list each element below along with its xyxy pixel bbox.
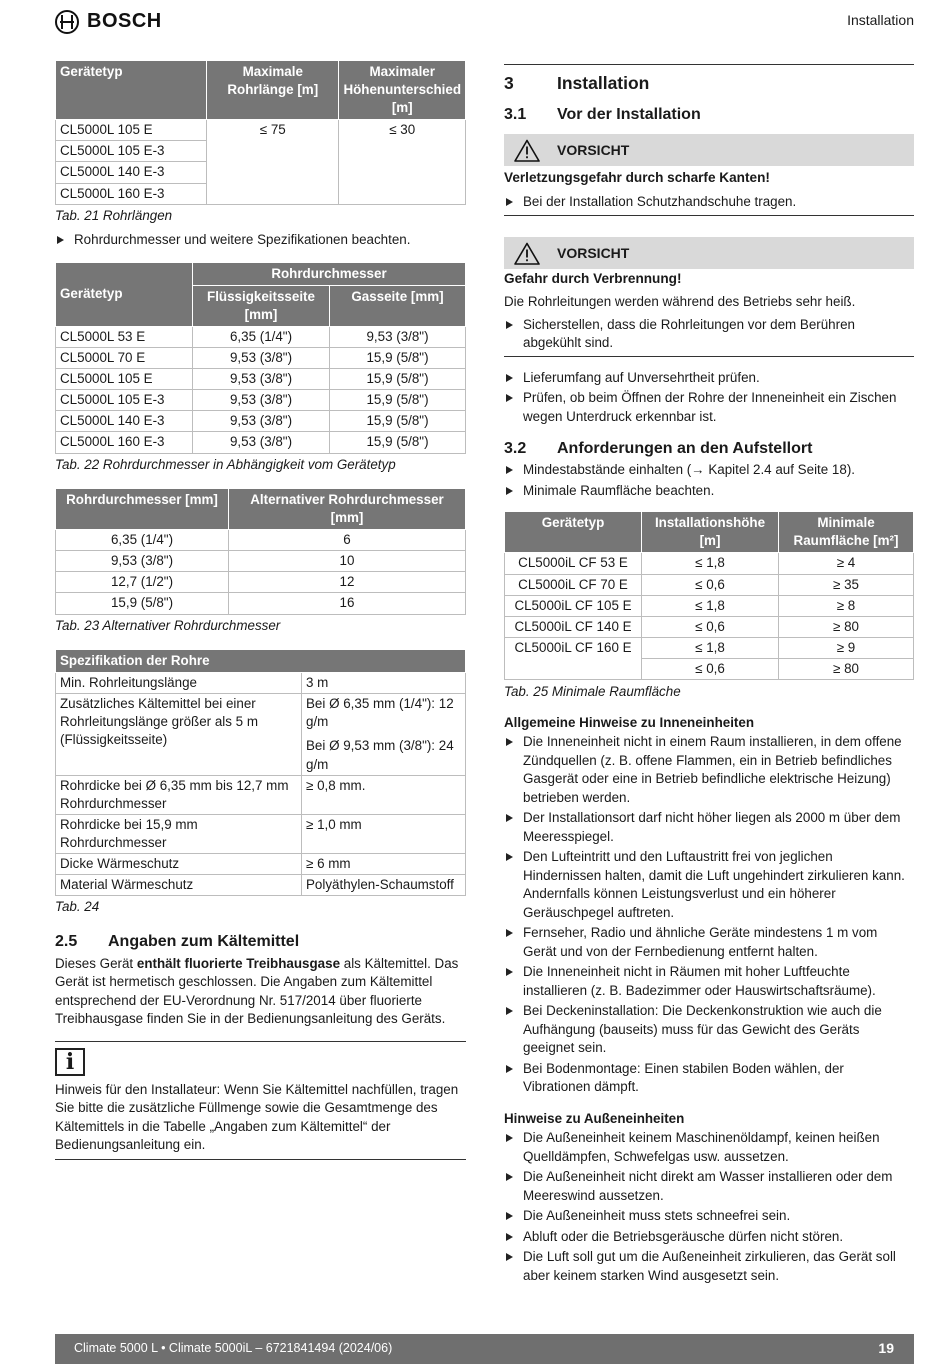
warning-label: VORSICHT (557, 244, 630, 261)
section-title: Angaben zum Kältemittel (108, 932, 300, 950)
left-column (55, 60, 466, 1160)
bosch-armature-icon (55, 10, 79, 34)
th-install-height: Installationshöhe [m] (642, 512, 779, 553)
table-pipe-spec (55, 649, 466, 896)
pre-install-list (504, 369, 914, 427)
cell-device: CL5000iL CF 160 E (505, 637, 642, 679)
table-row (505, 637, 914, 658)
cell-device: CL5000L 160 E-3 (56, 183, 207, 204)
value-line: Bei Ø 6,35 mm (1/4"): 12 g/m (306, 696, 454, 730)
cell-device: CL5000iL CF 105 E (505, 595, 642, 616)
cell-max-height: ≤ 30 (339, 120, 466, 204)
list-item: Die Inneneinheit nicht in Räumen mit hoher Luftfeuchte installieren (z. B. Badezimmer oder Hauswirtschaftsräume). (504, 963, 914, 1000)
cell-alt: 12 (229, 572, 466, 593)
list-item: Die Inneneinheit nicht in einem Raum installieren, in dem offene Zündquellen (z. B. offene Flammen, ein in Betrieb befindliches Gasgerät oder eine in Betrieb befindliche elektrische Heizung) betrieben werden. (504, 733, 914, 807)
cell-value: ≥ 1,0 mm (302, 814, 466, 853)
cell-value: 3 m (302, 673, 466, 694)
cell-height: ≤ 0,6 (642, 616, 779, 637)
table-pipe-diameters (55, 262, 466, 454)
table-row (56, 854, 466, 875)
warning-bullet: Sicherstellen, dass die Rohrleitungen vor dem Berühren abgekühlt sind. (504, 316, 914, 353)
warning-triangle-icon (514, 242, 540, 264)
indoor-heading: Allgemeine Hinweise zu Inneneinheiten (504, 714, 755, 730)
list-item: Die Luft soll gut um die Außeneinheit zirkulieren, das Gerät soll aber keinem starken Wind ausgesetzt sein. (504, 1248, 914, 1285)
th-min-area: Minimale Raumfläche [m²] (779, 512, 914, 553)
cell-area: ≥ 80 (779, 616, 914, 637)
cell-gas: 15,9 (5/8") (330, 411, 466, 432)
cell-device: CL5000L 140 E-3 (56, 162, 207, 183)
table-pipe-lengths (55, 60, 466, 205)
section-heading-3-2 (504, 438, 914, 460)
cell-height: ≤ 1,8 (642, 553, 779, 574)
divider (504, 215, 914, 216)
section-title: Vor der Installation (557, 106, 701, 124)
list-item: Fernseher, Radio und ähnliche Geräte mindestens 1 m vom Gerät und von der Fernbedienung entfernt halten. (504, 924, 914, 961)
cell-device: CL5000iL CF 53 E (505, 553, 642, 574)
cell-device: CL5000L 105 E (56, 369, 193, 390)
section-heading-2-5 (55, 931, 466, 953)
cell-label: Dicke Wärmeschutz (56, 854, 302, 875)
cell-area: ≥ 80 (779, 658, 914, 679)
list-item: Prüfen, ob beim Öffnen der Rohre der Inneneinheit ein Zischen wegen Unterdruck erkennbar ist. (504, 389, 914, 426)
cell-alt: 16 (229, 593, 466, 614)
cell-value: Polyäthylen-Schaumstoff (302, 875, 466, 896)
cell-liquid: 9,53 (3/8") (193, 432, 330, 453)
right-column (504, 64, 914, 1287)
list-item: Der Installationsort darf nicht höher liegen als 2000 m über dem Meeresspiegel. (504, 809, 914, 846)
cell-max-length: ≤ 75 (207, 120, 339, 204)
th-device-type: Gerätetyp (56, 61, 207, 120)
table-row (505, 553, 914, 574)
table-row (56, 593, 466, 614)
cell-label: Material Wärmeschutz (56, 875, 302, 896)
table-caption: Tab. 23 Alternativer Rohrdurchmesser (55, 617, 281, 633)
cell-gas: 15,9 (5/8") (330, 369, 466, 390)
cell-device: CL5000L 53 E (56, 326, 193, 347)
cell-label: Rohrdicke bei 15,9 mm Rohrdurchmesser (56, 814, 302, 853)
bosch-logo (55, 8, 162, 36)
section-title: Installation (557, 73, 650, 93)
cell-gas: 15,9 (5/8") (330, 348, 466, 369)
list-item: Abluft oder die Betriebsgeräusche dürfen nicht stören. (504, 1228, 914, 1247)
th-pipe-spec: Spezifikation der Rohre (56, 650, 466, 673)
info-icon: i (55, 1048, 85, 1076)
cell-gas: 15,9 (5/8") (330, 390, 466, 411)
cell-label: Min. Rohrleitungslänge (56, 673, 302, 694)
table-row (56, 875, 466, 896)
text-run: Dieses Gerät (55, 955, 137, 971)
table-row (56, 673, 466, 694)
list-item: Die Außeneinheit nicht direkt am Wasser installieren oder dem Meereswind aussetzen. (504, 1168, 914, 1205)
header-section-title: Installation (847, 12, 914, 28)
cell-value: ≥ 6 mm (302, 854, 466, 875)
cell-gas: 15,9 (5/8") (330, 432, 466, 453)
table-min-room-area (504, 511, 914, 680)
list-item: Bei Deckeninstallation: Die Deckenkonstruktion wie auch die Aufhängung (bauseits) muss für das Gewicht des Geräts geeignet sein. (504, 1002, 914, 1058)
cell-diameter: 6,35 (1/4") (56, 530, 229, 551)
cell-device: CL5000L 160 E-3 (56, 432, 193, 453)
table-row (505, 595, 914, 616)
cell-area: ≥ 4 (779, 553, 914, 574)
outdoor-heading: Hinweise zu Außeneinheiten (504, 1110, 685, 1126)
warning-label: VORSICHT (557, 141, 630, 158)
warning-title: Verletzungsgefahr durch scharfe Kanten! (504, 170, 770, 186)
cell-liquid: 9,53 (3/8") (193, 390, 330, 411)
cell-diameter: 15,9 (5/8") (56, 593, 229, 614)
table-row (56, 775, 466, 814)
table-row (56, 411, 466, 432)
table-caption: Tab. 21 Rohrlängen (55, 207, 173, 223)
cell-height: ≤ 0,6 (642, 658, 779, 679)
cell-device: CL5000L 140 E-3 (56, 411, 193, 432)
cell-liquid: 6,35 (1/4") (193, 326, 330, 347)
table-row (56, 551, 466, 572)
table-row (505, 574, 914, 595)
section-number: 3.2 (504, 440, 527, 458)
cell-diameter: 9,53 (3/8") (56, 551, 229, 572)
cell-height: ≤ 1,8 (642, 595, 779, 616)
indoor-list (504, 733, 914, 1097)
table-row (56, 814, 466, 853)
cell-label: Rohrdicke bei Ø 6,35 mm bis 12,7 mm Rohrdurchmesser (56, 775, 302, 814)
cell-diameter: 12,7 (1/2") (56, 572, 229, 593)
section-heading-3-1 (504, 104, 914, 126)
text-run-bold: enthält fluorierte Treibhausgase (136, 955, 341, 971)
list-item: Die Außeneinheit muss stets schneefrei sein. (504, 1207, 914, 1226)
cell-liquid: 9,53 (3/8") (193, 369, 330, 390)
table-row (56, 326, 466, 347)
cell-device: CL5000L 70 E (56, 348, 193, 369)
cell-value (302, 694, 466, 775)
table-row (56, 694, 466, 775)
list-item: Bei Bodenmontage: Einen stabilen Boden wählen, der Vibrationen dämpft. (504, 1060, 914, 1097)
table-row (56, 348, 466, 369)
cell-liquid: 9,53 (3/8") (193, 348, 330, 369)
th-gas-side: Gasseite [mm] (330, 285, 466, 326)
value-line: Bei Ø 9,53 mm (3/8"): 24 g/m (306, 738, 454, 772)
page-header (55, 6, 914, 36)
cell-area: ≥ 9 (779, 637, 914, 658)
list-item: Mindestabstände einhalten (→ Kapitel 2.4 auf Seite 18). (504, 461, 914, 480)
cell-device: CL5000L 105 E-3 (56, 141, 207, 162)
cell-device: CL5000L 105 E-3 (56, 390, 193, 411)
table-row (56, 369, 466, 390)
table-caption: Tab. 24 (55, 899, 100, 915)
cell-height: ≤ 1,8 (642, 637, 779, 658)
list-item: Minimale Raumfläche beachten. (504, 482, 914, 501)
table-caption: Tab. 25 Minimale Raumfläche (504, 684, 681, 700)
cell-gas: 9,53 (3/8") (330, 326, 466, 347)
footer-document-info: Climate 5000 L • Climate 5000iL – 6721841494 (2024/06) (74, 1341, 393, 1355)
table-row (56, 120, 466, 141)
th-alt-diameter: Alternativer Rohrdurchmesser [mm] (229, 489, 466, 530)
warning-bar (504, 237, 914, 269)
table-row (56, 530, 466, 551)
list-item: Die Außeneinheit keinem Maschinenöldampf, keinen heißen Quelldämpfen, Schwefelgas usw. aussetzen. (504, 1129, 914, 1166)
table-row (56, 390, 466, 411)
note-diameter: Rohrdurchmesser und weitere Spezifikationen beachten. (55, 231, 466, 250)
section-number: 2.5 (55, 932, 78, 950)
info-note (55, 1041, 466, 1160)
th-max-length: Maximale Rohrlänge [m] (207, 61, 339, 120)
list-item: Lieferumfang auf Unversehrtheit prüfen. (504, 369, 914, 388)
th-device-type: Gerätetyp (56, 262, 193, 326)
cell-label: Zusätzliches Kältemittel bei einer Rohrleitungslänge größer als 5 m (Flüssigkeitsseite) (56, 694, 302, 775)
section-number: 3 (504, 73, 514, 93)
page-footer (55, 1334, 914, 1364)
table-row (505, 616, 914, 637)
cell-alt: 10 (229, 551, 466, 572)
cell-value: ≥ 0,8 mm. (302, 775, 466, 814)
section-number: 3.1 (504, 106, 527, 124)
list-item: Den Lufteintritt und den Luftaustritt frei von jeglichen Hindernissen halten, damit die Luft ungehindert zirkulieren kann. Andernfalls können Leistungsverlust und ein höherer Geräuschpegel auftreten. (504, 848, 914, 922)
warning-bullet: Bei der Installation Schutzhandschuhe tragen. (504, 193, 914, 212)
warning-text: Die Rohrleitungen werden während des Betriebs sehr heiß. (504, 294, 856, 310)
cell-liquid: 9,53 (3/8") (193, 411, 330, 432)
warning-title: Gefahr durch Verbrennung! (504, 271, 682, 287)
table-row (56, 432, 466, 453)
th-pipe-diameter: Rohrdurchmesser (193, 262, 466, 285)
table-row (56, 572, 466, 593)
table-caption: Tab. 22 Rohrdurchmesser in Abhängigkeit vom Gerätetyp (55, 456, 396, 472)
warning-bar (504, 134, 914, 166)
page-number: 19 (878, 1340, 894, 1356)
outdoor-list (504, 1129, 914, 1285)
cell-area: ≥ 8 (779, 595, 914, 616)
cell-device: CL5000iL CF 140 E (505, 616, 642, 637)
cell-device: CL5000iL CF 70 E (505, 574, 642, 595)
section-title: Anforderungen an den Aufstellort (557, 440, 813, 458)
th-pipe-diameter: Rohrdurchmesser [mm] (56, 489, 229, 530)
th-liquid-side: Flüssigkeitsseite [mm] (193, 285, 330, 326)
table-alternative-diameter (55, 488, 466, 615)
cell-device: CL5000L 105 E (56, 120, 207, 141)
refrigerant-paragraph (55, 955, 466, 1029)
divider (504, 356, 914, 357)
text-run: als Kältemittel. Das Gerät ist hermetisch geschlossen. Die Angaben zum Kältemittel entsprechend der EU-Verordnung Nr. 517/2014 über fluorierte Treibhausgase finden Sie in der Bedienungsanleitung des Geräts. (55, 955, 459, 1027)
section-heading-3 (504, 64, 914, 95)
warning-triangle-icon (514, 139, 540, 161)
th-max-height: Maximaler Höhenunterschied [m] (339, 61, 466, 120)
brand-name: BOSCH (87, 10, 162, 32)
cell-alt: 6 (229, 530, 466, 551)
cell-area: ≥ 35 (779, 574, 914, 595)
cell-height: ≤ 0,6 (642, 574, 779, 595)
th-device-type: Gerätetyp (505, 512, 642, 553)
info-note-text: Hinweis für den Installateur: Wenn Sie Kältemittel nachfüllen, tragen Sie bitte die zusätzliche Füllmenge sowie die Gesamtmenge des Kältemittels in die Tabelle „Angaben zum Kältemittel“ der Bedienungsanleitung ein. (55, 1081, 466, 1160)
